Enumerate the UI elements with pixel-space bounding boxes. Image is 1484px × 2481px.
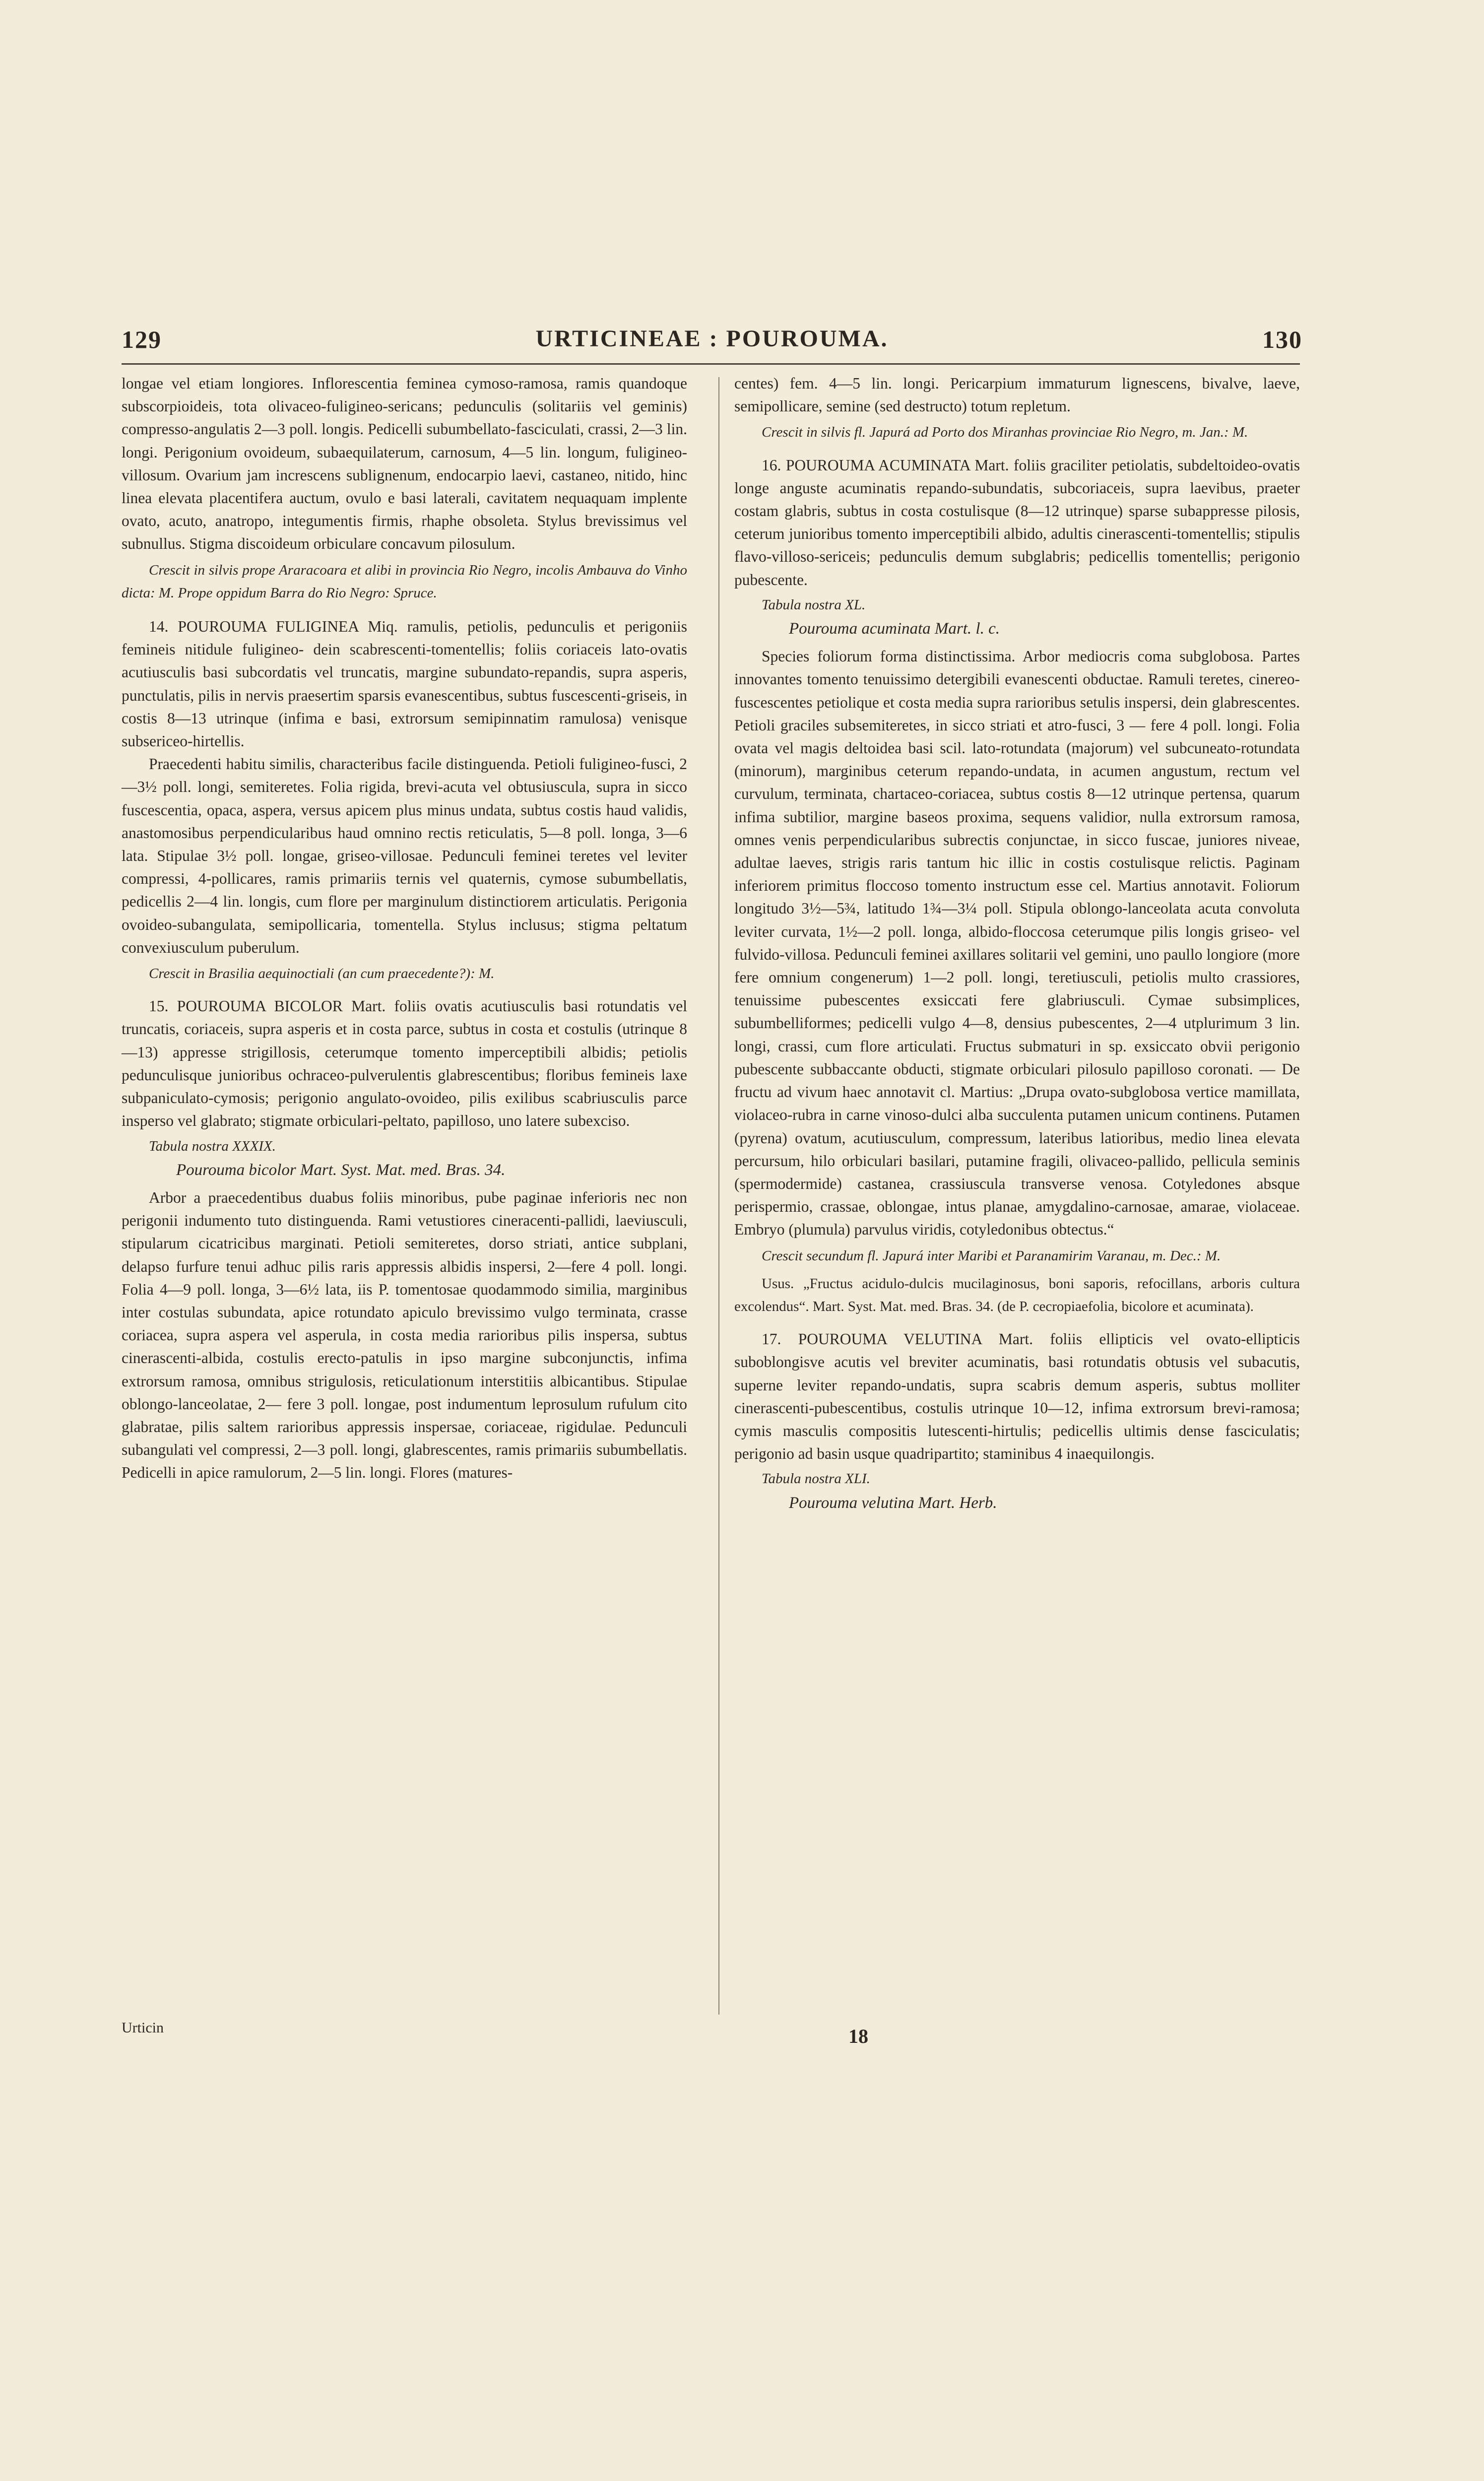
running-header [122, 325, 1302, 360]
locality-citation: Crescit secundum fl. Japurá inter Maribi et Paranamirim Varanau, m. Dec.: M. [762, 1247, 1221, 1264]
paragraph: longae vel etiam longiores. Inflorescentia feminea cymoso-ramosa, ramis quandoque subscorpioideis, tota olivaceo-fuligineo-sericans; pedunculis (solitariis vel geminis) compresso-angulatis 2—3 poll. longis. Pedicelli subumbellato-fasciculati, crassi, 2—3 lin. longi. Perigonium ovoideum, subaequilaterum, carnosum, 4—5 lin. longum, fuligineo-villosum. Ovarium jam increscens sublignenum, endocarpio laevi, castaneo, nitido, hinc linea elevata placentifera auctum, ovulo e basi laterali, cavitatem nequaquam implente ovato, acuto, anatropo, integumentis firmis, rhaphe obsoleta. Stylus brevissimus vel subnullus. Stigma discoideum orbiculare concavum pilosulum. [122, 375, 687, 553]
uses-note: Usus. „Fructus acidulo-dulcis mucilaginosus, boni saporis, refocillans, arboris cultura excolendus“. Mart. Syst. Mat. med. Bras. 34. (de P. cecropiaefolia, bicolore et acuminata). [734, 1275, 1300, 1314]
left-column [122, 372, 687, 1485]
species-diagnosis: 15. POUROUMA BICOLOR Mart. foliis ovatis acutiusculis basi rotundatis vel truncatis, coriaceis, supra asperis et in costa parce, subtus in costa et costulis (utrinque 8—13) appresse strigillosis, ceterumque tomento imperceptibili albidis; petiolis pedunculisque junioribus ochraceo-pulverulentis glabrescentibus; floribus femineis laxe subpaniculato-cymosis; perigonio angulato-ovoideo, pilis exilibus scabriusculis parce insperso vel glabrato; stigmate orbiculari-peltato, papilloso, uno latere subexciso. [122, 997, 687, 1130]
paragraph: centes) fem. 4—5 lin. longi. Pericarpium immaturum lignescens, bivalve, laeve, semipollicare, semine (sed destructo) totum repletum. [734, 375, 1300, 415]
locality-citation: Crescit in Brasilia aequinoctiali (an cum praecedente?): M. [149, 966, 495, 982]
plate-reference: Tabula nostra XXXIX. [149, 1138, 276, 1154]
plate-reference: Tabula nostra XL. [762, 596, 866, 613]
locality-citation: Crescit in silvis prope Araracoara et alibi in provincia Rio Negro, incolis Ambauva do Vinho dicta: M. Prope oppidum Barra do Rio Negro: Spruce. [122, 562, 687, 601]
species-diagnosis: 14. POUROUMA FULIGINEA Miq. ramulis, petiolis, pedunculis et perigoniis femineis nitidule fuligineo- dein scabrescenti-tomentellis; foliis coriaceis lato-ovatis acutiusculis basi subcordatis vel truncatis, margine subundato-repandis, supra asperis, punctulatis, pilis in nervis praesertim sparsis evanescentibus, subtus fuscescenti-griseis, in costis 8—13 utrinque (infima e basi, extrorsum semipinnatim ramulosa) venisque subsericeo-hirtellis. [122, 618, 687, 750]
paragraph: Species foliorum forma distinctissima. Arbor mediocris coma subglobosa. Partes innovantes tomento tenuissimo detergibili evanescenti obductae. Ramuli teretes, cinereo-fuscescentes petiolique et costa media supra rarioribus setulis inspersi, dein glabrescentes. Petioli graciles subsemiteretes, in sicco striati et atro-fusci, 3 — fere 4 poll. longi. Folia ovata vel magis deltoidea basi scil. lato-rotundata (majorum) vel subcuneato-rotundata (minorum), marginibus ceterum repando-undata, in acumen angustum, rectum vel curvulum, terminata, chartaceo-coriacea, subtus costis 8—12 utrinque pertensa, quarum infima subtilior, margine baseos proxima, sequens validior, nulla extrorsum ramosa, omnes venis perpendicularibus subrectis conjunctae, in sicco fuscae, juniores niveae, adultae laeves, strigis raris tantum hic illic in costis costulisque relictis. Paginam inferiorem primitus floccoso tomento instructum esse cel. Martius annotavit. Foliorum longitudo 3½—5¾, latitudo 1¾—3¼ poll. Stipula oblongo-lanceolata acuta convoluta leviter curvata, 1½—2 poll. longa, albido-floccosa ceterumque pilis longis griseo- vel fulvido-villosa. Pedunculi feminei axillares solitarii vel gemini, uno paullo longiore (more fere omnium congenerum) 1—2 poll. longi, teretiusculi, petiolis multo crassiores, tenuissime pubescentes exsiccati fere glabriusculi. Cymae subsimplices, subumbelliformes; pedicelli vulgo 4—8, densius pubescentes, 2—4 utplurimum 3 lin. longi, crassi, cum flore articulati. Fructus submaturi in sp. exsiccato obvii perigonio pubescente subbaccante obducti, stigmate orbiculari pilosulo papilloso coronati. — De fructu ad vivum haec annotavit cl. Martius: „Drupa ovato-subglobosa vertice mamillata, violaceo-rubra in carne vinoso-dulci alba succulenta putamen unicum continens. Putamen (pyrena) ovatum, acutiusculum, compressum, lateribus latioribus, medio linea elevata percursum, hilo orbiculari basilari, putamine fragili, olivaceo-pallido, pellicula seminis (spermodermide) castanea, crassiuscula transverse venosa. Cotyledones absque perispermio, crassae, oblongae, intus planae, amygdalino-carnosae, amarae, violaceae. Embryo (plumula) parvulus viridis, cotyledonibus obtectus.“ [734, 648, 1300, 1239]
synonym: Pourouma acuminata Mart. l. c. [789, 620, 1000, 638]
paragraph: Praecedenti habitu similis, characteribus facile distinguenda. Petioli fuligineo-fusci, 2—3½ poll. longi, semiteretes. Folia rigida, brevi-acuta vel obtusiuscula, supra in sicco fuscescentia, opaca, aspera, versus apicem plus minus undata, subtus costis haud validis, anastomosibus perpendicularibus haud omnino rectis reticulatis, 5—8 poll. longa, 3—6 lata. Stipulae 3½ poll. longae, griseo-villosae. Pedunculi feminei teretes vel leviter compressi, 4-pollicares, ramis primariis ternis vel quaternis, cymose subumbellatis, pedicellis 2—4 lin. longis, cum flore per marginulum distinctiorem articulatis. Perigonia ovoideo-subangulata, semipollicaria, tomentella. Stylus inclusus; stigma peltatum convexiusculum puberulum. [122, 755, 687, 956]
right-column [734, 372, 1300, 1519]
column-divider [718, 377, 719, 2015]
header-rule [122, 363, 1300, 365]
paragraph: Arbor a praecedentibus duabus foliis minoribus, pube paginae inferioris nec non perigonii indumento tuto distinguenda. Rami vetustiores cineracenti-pallidi, laeviusculi, stipularum cicatricibus marginati. Petioli semiteretes, dorso striati, antice subplani, delapso furfure tenui adhuc pilis raris appressis albidis inspersi, 2—fere 4 poll. longi. Folia 4—9 poll. longa, 3—6½ lata, iis P. tomentosae quodammodo similia, marginibus inter costulas subundata, apice rotundato apiculo brevissimo vulgo terminata, crasse coriacea, supra aspera vel asperula, in costa media rarioribus pilis inspersa, subtus cinerascenti-albida, costulis erecto-patulis in ipso margine subconjunctis, infima extrorsum ramosa, omnibus strigulosis, reticulationum interstitiis albicantibus. Stipulae oblongo-lanceolatae, 2— fere 3 poll. longae, post indumentum leprosulum rufulum cito glabratae, pilis saltem rarioribus appressis inspersae, coriaceae, rigidulae. Pedunculi subangulati vel compressi, 2—3 poll. longi, glabrescentes, ramis primariis subumbellatis. Pedicelli in apice ramulorum, 2—5 lin. longi. Flores (matures- [122, 1188, 687, 1482]
locality-citation: Crescit in silvis fl. Japurá ad Porto dos Miranhas provinciae Rio Negro, m. Jan.: M. [762, 424, 1248, 441]
species-diagnosis: 17. POUROUMA VELUTINA Mart. foliis ellipticis vel ovato-ellipticis suboblongisve acutis vel breviter acuminatis, basi rotundatis obtusis vel subacutis, superne leviter repando-undatis, supra scabris demum asperis, subtus molliter cinerascenti-pubescentibus, costulis utrinque 10—12, infima extrorsum brevi-ramosa; cymis masculis compositis lutescenti-hirtulis; pedicellis ultimis dense fasciculatis; perigonio ad basin usque quadripartito; staminibus 4 inaequilongis. [734, 1330, 1300, 1463]
synonym: Pourouma velutina Mart. Herb. [789, 1494, 997, 1512]
running-title: URTICINEAE : POUROUMA. [535, 326, 889, 352]
synonym: Pourouma bicolor Mart. Syst. Mat. med. Bras. 34. [176, 1161, 506, 1179]
signature-mark: Urticin [122, 2020, 164, 2036]
species-diagnosis: 16. POUROUMA ACUMINATA Mart. foliis graciliter petiolatis, subdeltoideo-ovatis longe anguste acuminatis repando-subundatis, subcoriaceis, supra laevibus, praeter costam glabris, subtus in costa costulisque (8—12 utrinque) sparse subappresse pilosis, ceterum junioribus tomento imperceptibili albido, adultis cinerascenti-tomentellis; stipulis flavo-villoso-sericeis; pedunculis demum subglabris; pedicellis tomentellis; perigonio pubescente. [734, 456, 1300, 588]
page-number-right: 130 [1262, 326, 1302, 353]
page-number-left: 129 [122, 326, 162, 353]
sheet-number: 18 [848, 2025, 868, 2047]
plate-reference: Tabula nostra XLI. [762, 1471, 870, 1487]
